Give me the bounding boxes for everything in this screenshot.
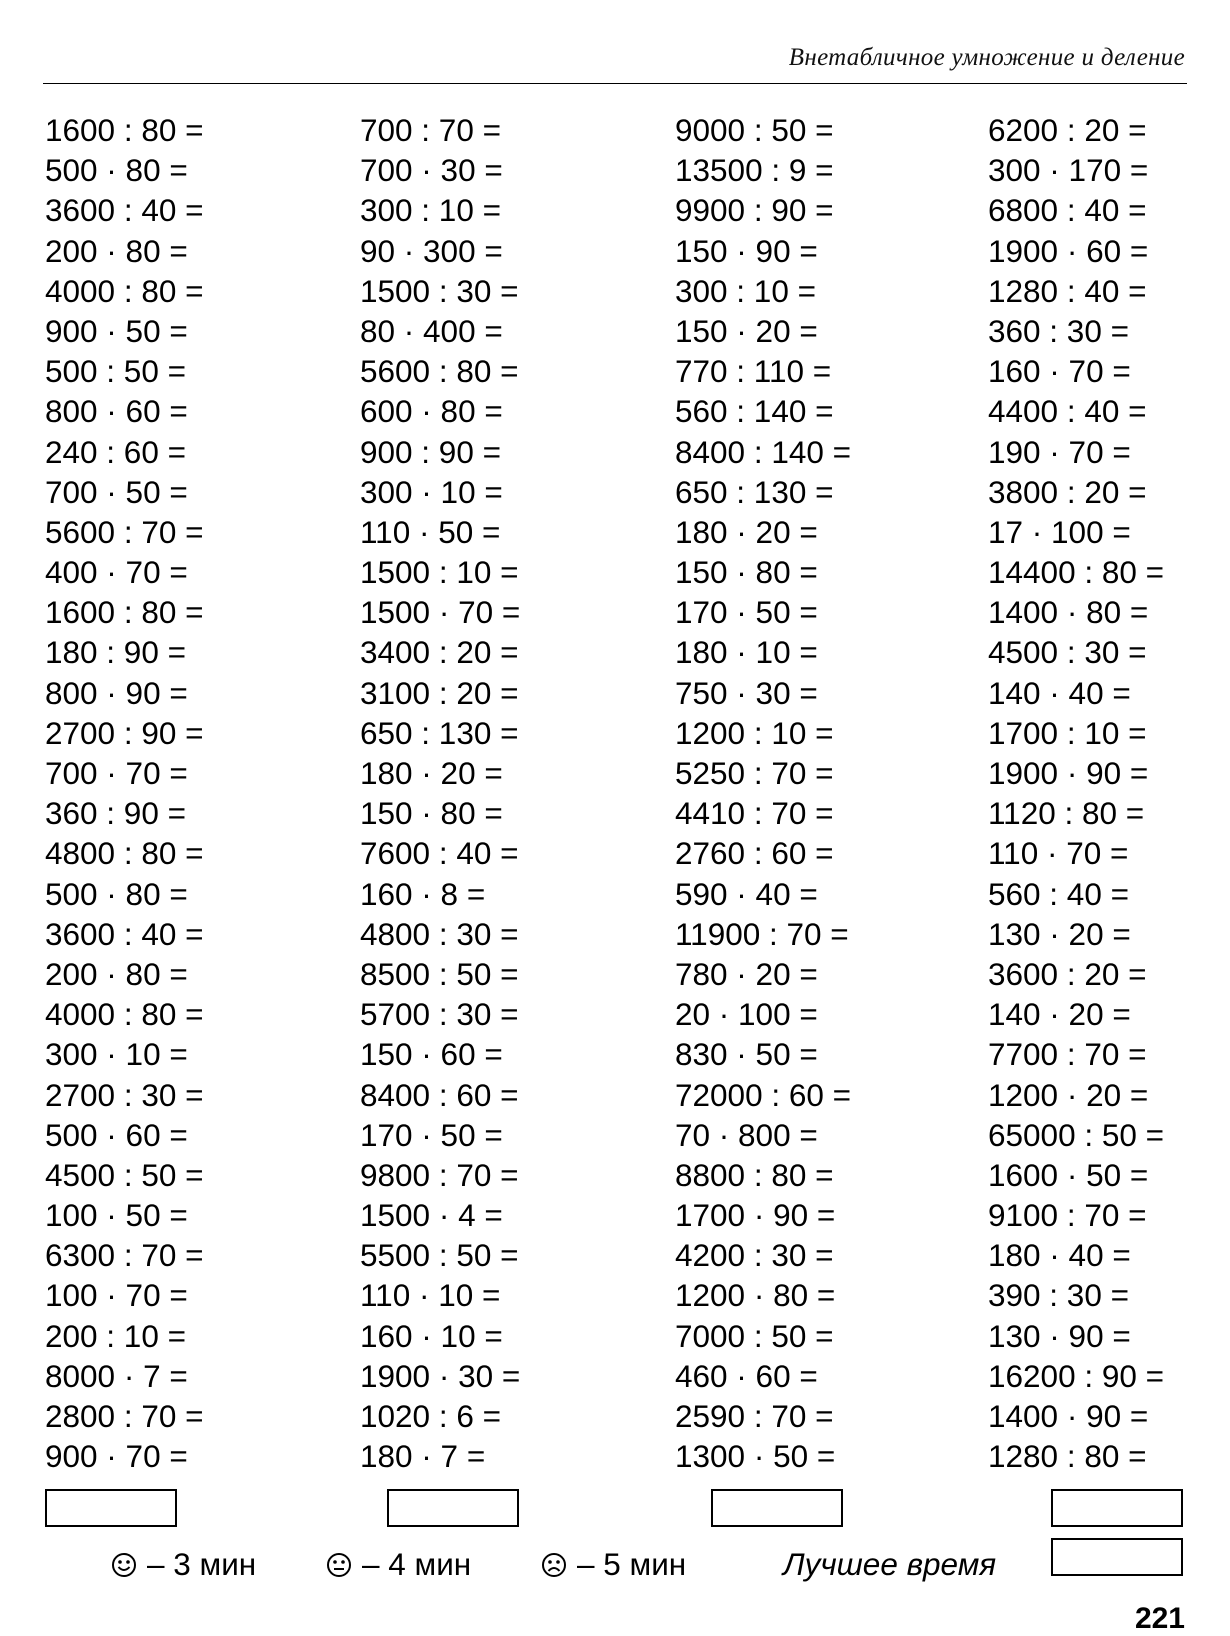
math-problem: 300 · 10 = [45, 1036, 188, 1073]
math-problem: 1500 : 30 = [360, 272, 519, 309]
math-problem: 5600 : 70 = [45, 513, 204, 550]
math-problem: 100 · 70 = [45, 1277, 188, 1314]
math-problem: 2700 : 30 = [45, 1076, 204, 1113]
math-problem: 170 · 50 = [675, 594, 818, 631]
math-problem: 9100 : 70 = [988, 1197, 1147, 1234]
math-problem: 8400 : 60 = [360, 1076, 519, 1113]
timing-label: – 5 мин [577, 1546, 687, 1582]
math-problem: 800 · 90 = [45, 674, 188, 711]
math-problem: 110 · 10 = [360, 1277, 501, 1314]
math-problem: 8500 : 50 = [360, 955, 519, 992]
math-problem: 500 : 50 = [45, 353, 186, 390]
math-problem: 16200 : 90 = [988, 1357, 1165, 1394]
math-problem: 180 · 40 = [988, 1237, 1131, 1274]
math-problem: 2590 : 70 = [675, 1398, 834, 1434]
math-problem: 3100 : 20 = [360, 674, 519, 711]
math-problem: 11900 : 70 = [675, 915, 849, 952]
math-problem: 390 : 30 = [988, 1277, 1129, 1314]
math-problem: 780 · 20 = [675, 955, 818, 992]
math-problem: 9800 : 70 = [360, 1156, 519, 1193]
math-problem: 1600 : 80 = [45, 112, 204, 148]
math-problem: 7700 : 70 = [988, 1036, 1147, 1073]
math-problem: 1400 · 90 = [988, 1398, 1149, 1434]
timing-label: – 3 мин [147, 1546, 257, 1582]
page-header-title: Внетабличное умножение и деление [788, 44, 1185, 71]
math-problem: 8000 · 7 = [45, 1357, 188, 1394]
math-problem: 600 · 80 = [360, 393, 503, 430]
timing-4-min [326, 1546, 471, 1583]
math-problem: 1900 · 30 = [360, 1357, 521, 1394]
math-problem: 1300 · 50 = [675, 1438, 836, 1475]
math-problem: 300 · 170 = [988, 152, 1149, 189]
problem-column-3 [675, 110, 851, 1476]
math-problem: 4410 : 70 = [675, 795, 834, 832]
math-problem: 7600 : 40 = [360, 835, 519, 872]
math-problem: 500 · 80 = [45, 152, 188, 189]
math-problem: 1400 · 80 = [988, 594, 1149, 631]
math-problem: 4500 : 30 = [988, 634, 1147, 671]
math-problem: 4400 : 40 = [988, 393, 1147, 430]
math-problem: 90 · 300 = [360, 232, 503, 269]
math-problem: 180 · 20 = [360, 755, 503, 791]
problem-column-1 [45, 110, 204, 1476]
math-problem: 650 : 130 = [675, 473, 834, 510]
math-problem: 5600 : 80 = [360, 353, 519, 390]
math-problem: 2700 : 90 = [45, 714, 204, 751]
header-divider [43, 83, 1187, 84]
math-problem: 2760 : 60 = [675, 835, 834, 872]
math-problem: 6300 : 70 = [45, 1237, 204, 1274]
math-problem: 1700 · 90 = [675, 1197, 836, 1234]
math-problem: 150 · 20 = [675, 312, 818, 349]
math-problem: 1280 : 40 = [988, 272, 1147, 309]
math-problem: 1600 · 50 = [988, 1156, 1149, 1193]
page-number: 221 [1134, 1602, 1185, 1635]
math-problem: 180 · 7 = [360, 1438, 486, 1475]
timing-5-min [541, 1546, 686, 1583]
math-problem: 3400 : 20 = [360, 634, 519, 671]
column-2-result-box[interactable] [387, 1489, 519, 1527]
math-problem: 5500 : 50 = [360, 1237, 519, 1274]
column-3-result-box[interactable] [711, 1489, 843, 1527]
math-problem: 300 : 10 = [360, 192, 501, 229]
math-problem: 2800 : 70 = [45, 1398, 204, 1434]
math-problem: 9000 : 50 = [675, 112, 834, 148]
math-problem: 150 · 90 = [675, 232, 818, 269]
smiling-face-icon [111, 1552, 137, 1578]
math-problem: 1200 · 20 = [988, 1076, 1149, 1113]
math-problem: 190 · 70 = [988, 433, 1131, 470]
math-problem: 110 · 70 = [988, 835, 1129, 872]
math-problem: 180 · 20 = [675, 513, 818, 550]
math-problem: 830 · 50 = [675, 1036, 818, 1073]
problem-column-2 [360, 110, 520, 1476]
column-1-result-box[interactable] [45, 1489, 177, 1527]
timing-3-min [111, 1546, 256, 1583]
math-problem: 900 : 90 = [360, 433, 501, 470]
math-problem: 1120 : 80 = [988, 795, 1145, 832]
math-problem: 160 · 70 = [988, 353, 1131, 390]
math-problem: 700 · 70 = [45, 755, 188, 791]
math-problem: 700 : 70 = [360, 112, 501, 148]
math-problem: 6800 : 40 = [988, 192, 1147, 229]
math-problem: 700 · 30 = [360, 152, 503, 189]
math-problem: 560 : 140 = [675, 393, 834, 430]
math-problem: 65000 : 50 = [988, 1116, 1165, 1153]
problem-column-4 [988, 110, 1164, 1476]
math-problem: 160 · 10 = [360, 1317, 503, 1354]
frowning-face-icon [541, 1552, 567, 1578]
math-problem: 590 · 40 = [675, 875, 818, 912]
math-problem: 1900 · 90 = [988, 755, 1149, 791]
math-problem: 800 · 60 = [45, 393, 188, 430]
math-problem: 1020 : 6 = [360, 1398, 501, 1434]
math-problem: 200 · 80 = [45, 955, 188, 992]
math-problem: 4800 : 30 = [360, 915, 519, 952]
math-problem: 240 : 60 = [45, 433, 186, 470]
math-problem: 7000 : 50 = [675, 1317, 834, 1354]
math-problem: 13500 : 9 = [675, 152, 834, 189]
math-problem: 4000 : 80 = [45, 272, 204, 309]
math-problem: 80 · 400 = [360, 312, 503, 349]
math-problem: 14400 : 80 = [988, 554, 1165, 591]
math-problem: 180 · 10 = [675, 634, 818, 671]
math-problem: 20 · 100 = [675, 996, 818, 1033]
math-problem: 500 · 60 = [45, 1116, 188, 1153]
math-problem: 140 · 40 = [988, 674, 1131, 711]
best-time-label: Лучшее время [783, 1546, 997, 1582]
math-problem: 560 : 40 = [988, 875, 1129, 912]
math-problem: 110 · 50 = [360, 513, 501, 550]
math-problem: 4800 : 80 = [45, 835, 204, 872]
math-problem: 9900 : 90 = [675, 192, 834, 229]
math-problem: 3800 : 20 = [988, 473, 1147, 510]
math-problem: 130 · 20 = [988, 915, 1131, 952]
math-problem: 5700 : 30 = [360, 996, 519, 1033]
math-problem: 360 : 30 = [988, 312, 1129, 349]
math-problem: 1500 · 70 = [360, 594, 521, 631]
math-problem: 200 · 80 = [45, 232, 188, 269]
math-problem: 650 : 130 = [360, 714, 519, 751]
math-problem: 5250 : 70 = [675, 755, 834, 791]
math-problem: 500 · 80 = [45, 875, 188, 912]
math-problem: 150 · 80 = [675, 554, 818, 591]
math-problem: 72000 : 60 = [675, 1076, 852, 1113]
math-problem: 3600 : 40 = [45, 192, 204, 229]
math-problem: 130 · 90 = [988, 1317, 1131, 1354]
math-problem: 460 · 60 = [675, 1357, 818, 1394]
math-problem: 4200 : 30 = [675, 1237, 834, 1274]
math-problem: 360 : 90 = [45, 795, 186, 832]
math-problem: 180 : 90 = [45, 634, 186, 671]
math-problem: 1700 : 10 = [988, 714, 1147, 751]
math-problem: 170 · 50 = [360, 1116, 503, 1153]
best-time-box[interactable] [1051, 1538, 1183, 1576]
math-problem: 8800 : 80 = [675, 1156, 834, 1193]
math-problem: 3600 : 20 = [988, 955, 1147, 992]
math-problem: 140 · 20 = [988, 996, 1131, 1033]
math-problem: 1200 : 10 = [675, 714, 834, 751]
math-problem: 4000 : 80 = [45, 996, 204, 1033]
math-problem: 1200 · 80 = [675, 1277, 836, 1314]
math-problem: 6200 : 20 = [988, 112, 1147, 148]
math-problem: 1500 : 10 = [360, 554, 519, 591]
math-problem: 750 · 30 = [675, 674, 818, 711]
math-problem: 400 · 70 = [45, 554, 188, 591]
math-problem: 770 : 110 = [675, 353, 832, 390]
math-problem: 300 · 10 = [360, 473, 503, 510]
math-problem: 900 · 70 = [45, 1438, 188, 1475]
math-problem: 3600 : 40 = [45, 915, 204, 952]
math-problem: 160 · 8 = [360, 875, 486, 912]
neutral-face-icon [326, 1552, 352, 1578]
column-4-result-box[interactable] [1051, 1489, 1183, 1527]
math-problem: 100 · 50 = [45, 1197, 188, 1234]
math-problem: 17 · 100 = [988, 513, 1131, 550]
timing-label: – 4 мин [362, 1546, 472, 1582]
math-problem: 4500 : 50 = [45, 1156, 204, 1193]
math-problem: 150 · 60 = [360, 1036, 503, 1073]
math-problem: 1500 · 4 = [360, 1197, 503, 1234]
math-problem: 1280 : 80 = [988, 1438, 1147, 1475]
math-problem: 200 : 10 = [45, 1317, 186, 1354]
math-problem: 900 · 50 = [45, 312, 188, 349]
math-problem: 300 : 10 = [675, 272, 816, 309]
math-problem: 1900 · 60 = [988, 232, 1149, 269]
math-problem: 1600 : 80 = [45, 594, 204, 631]
math-problem: 150 · 80 = [360, 795, 503, 832]
math-problem: 700 · 50 = [45, 473, 188, 510]
math-problem: 8400 : 140 = [675, 433, 852, 470]
math-problem: 70 · 800 = [675, 1116, 818, 1153]
